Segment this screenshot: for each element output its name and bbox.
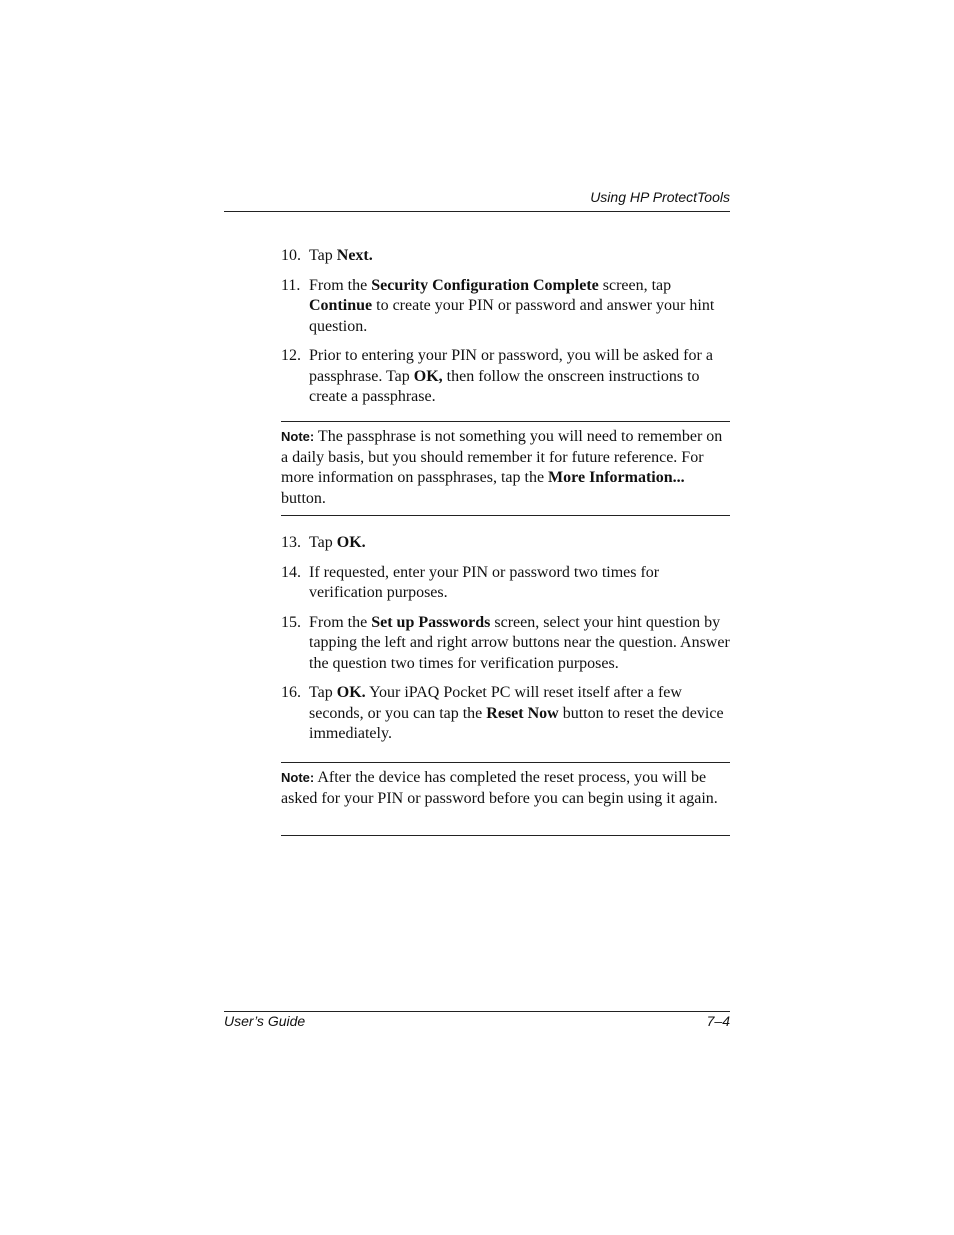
- step-number: 10.: [281, 247, 301, 264]
- step-text: [309, 277, 714, 335]
- text-run: to create your PIN or password and answer your hint question.: [309, 297, 715, 335]
- running-header: Using HP ProtectTools: [590, 189, 730, 205]
- footer-rule: [224, 1011, 730, 1012]
- text-run: If requested, enter your PIN or password two times for verification purposes.: [309, 563, 660, 601]
- text-run: screen, tap: [598, 276, 672, 294]
- text-run: The passphrase is not something you will need to remember on a daily basis, but you should remember it for future reference. For more information on passphrases, tap the: [281, 428, 723, 486]
- step-number: 13.: [281, 534, 301, 551]
- bold-ui-term: More Information...: [548, 469, 685, 486]
- header-rule: [224, 211, 730, 212]
- bold-ui-term: Reset Now: [486, 704, 559, 722]
- step-number: 11.: [281, 276, 301, 294]
- step-item: [281, 533, 730, 554]
- step-item: [281, 563, 730, 604]
- step-text: [309, 347, 713, 405]
- text-run: After the device has completed the reset process, you will be asked for your PIN or password before you can begin using it again.: [281, 769, 718, 807]
- note-label: Note:: [281, 429, 315, 444]
- note-passphrase: [281, 427, 730, 509]
- bold-ui-term: OK,: [413, 367, 443, 385]
- bold-ui-term: OK.: [336, 684, 366, 701]
- text-run: Tap: [309, 684, 337, 701]
- step-number: 12.: [281, 347, 301, 364]
- footer-page-number: 7–4: [706, 1013, 730, 1029]
- bold-ui-term: Set up Passwords: [371, 613, 491, 631]
- footer-guide-title: User’s Guide: [224, 1013, 306, 1029]
- note-reset: [281, 768, 730, 809]
- text-run: button.: [281, 489, 326, 507]
- step-number: 15.: [281, 613, 301, 631]
- note-top-rule: [281, 762, 730, 763]
- note-bottom-rule: [281, 835, 730, 836]
- text-run: Tap: [309, 534, 337, 551]
- note-label: Note:: [281, 770, 315, 785]
- step-text: [309, 614, 730, 672]
- step-item: [281, 613, 730, 675]
- step-text: [309, 247, 373, 264]
- step-item: [281, 346, 730, 408]
- text-run: Your iPAQ Pocket PC will reset itself after a few seconds, or you can tap the: [309, 684, 682, 722]
- note-top-rule: [281, 421, 730, 422]
- text-run: From the: [309, 613, 372, 631]
- text-run: button to reset the device immediately.: [309, 704, 724, 742]
- step-item: [281, 683, 730, 745]
- step-text: [309, 684, 724, 742]
- text-run: screen, select your hint question by tapping the left and right arrow buttons near the question. Answer the question two times for verification purposes.: [309, 613, 730, 672]
- step-item: [281, 246, 730, 267]
- step-number: 14.: [281, 563, 301, 581]
- step-text: [309, 534, 366, 551]
- steps-list-a: [281, 246, 730, 408]
- steps-list-b: [281, 533, 730, 745]
- bold-ui-term: Security Configuration Complete: [371, 276, 599, 294]
- step-number: 16.: [281, 684, 301, 701]
- text-run: From the: [309, 276, 372, 294]
- bold-ui-term: Continue: [309, 297, 373, 314]
- text-run: then follow the onscreen instructions to create a passphrase.: [309, 367, 700, 405]
- text-run: Prior to entering your PIN or password, you will be asked for a passphrase. Tap: [309, 347, 713, 385]
- bold-ui-term: OK.: [336, 534, 366, 551]
- text-run: Tap: [309, 247, 337, 264]
- step-text: [309, 564, 659, 602]
- note-bottom-rule: [281, 515, 730, 516]
- step-item: [281, 276, 730, 338]
- bold-ui-term: Next.: [336, 247, 373, 264]
